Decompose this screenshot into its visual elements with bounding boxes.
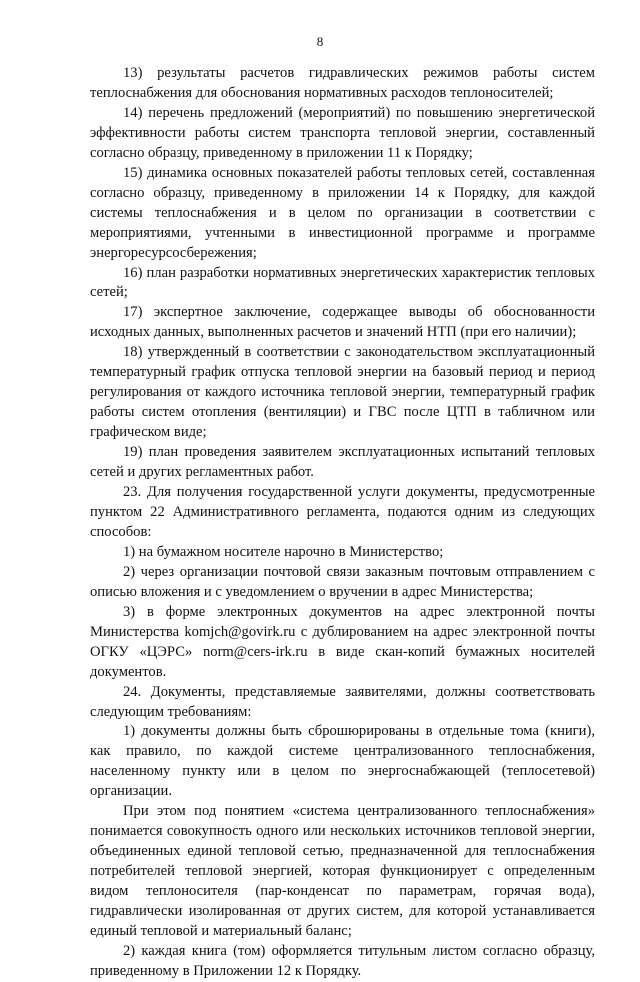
- item-13-hydraulic-calculations: 13) результаты расчетов гидравлических режимов работы систем теплоснабжения для обоснования нормативных расходов теплоносителей;: [90, 65, 595, 101]
- requirement-1-binding: 1) документы должны быть сброшюрированы в отдельные тома (книги), как правило, по каждой системе централизованного теплоснабжения, населенному пункту или в целом по энергоснабжающей (теплосетевой) организации.: [90, 723, 595, 800]
- item-15-network-dynamics: 15) динамика основных показателей работы тепловых сетей, составленная согласно образцу, приведенному в приложении 14 к Порядку, для каждой системы теплоснабжения и в целом по организации в соответствии с мероприятиями, учтенными в инвестиционной программе и программе энергоресурсосбережения;: [90, 164, 595, 261]
- item-16-characteristics-plan: 16) план разработки нормативных энергетических характеристик тепловых сетей;: [90, 264, 595, 301]
- clause-23-submission-methods: 23. Для получения государственной услуги документы, предусмотренные пунктом 22 Административного регламента, подаются одним из следующих способов:: [90, 484, 595, 540]
- document-body: [90, 64, 595, 982]
- method-3-electronic: 3) в форме электронных документов на адрес электронной почты Министерства komjch@govirk.ru с дублированием на адрес электронной почты ОГКУ «ЦЭРС» norm@cers-irk.ru в виде скан-копий бумажных носителей документов.: [90, 603, 595, 680]
- page-number: 8: [316, 34, 324, 49]
- item-17-expert-conclusion: 17) экспертное заключение, содержащее выводы об обоснованности исходных данных, выполненных расчетов и значений НТП (при его наличии);: [90, 304, 595, 341]
- item-14-efficiency-measures: 14) перечень предложений (мероприятий) по повышению энергетической эффективности работы систем транспорта тепловой энергии, составленный согласно образцу, приведенному в приложении 11 к Порядку;: [90, 104, 595, 161]
- definition-central-heating-system: При этом под понятием «система централизованного теплоснабжения» понимается совокупность одного или нескольких источников тепловой энергии, объединенных единой тепловой сетью, предназначенной для теплоснабжения потребителей тепловой энергией, которая функционирует с определенным видом теплоносителя (пар-конденсат по параметрам, горячая вода), гидравлически изолированная от других систем, для которой устанавливается единый тепловой и материальный баланс;: [90, 803, 595, 939]
- clause-24-requirements: 24. Документы, представляемые заявителями, должны соответствовать следующим требованиям:: [90, 683, 595, 720]
- item-18-temperature-schedule: 18) утвержденный в соответствии с законодательством эксплуатационный температурный график отпуска тепловой энергии на базовый период и период регулирования от каждого источника тепловой энергии, температурный график работы систем отопления (вентиляции) и ГВС после ЦТП в табличном или графическом виде;: [90, 344, 595, 441]
- method-2-postal: 2) через организации почтовой связи заказным почтовым отправлением с описью вложения и с уведомлением о вручении в адрес Министерства;: [90, 563, 595, 600]
- method-1-paper: 1) на бумажном носителе нарочно в Министерство;: [123, 543, 444, 560]
- requirement-2-title-page: 2) каждая книга (том) оформляется титульным листом согласно образцу, приведенному в Приложении 12 к Порядку.: [90, 942, 595, 979]
- item-19-testing-plan: 19) план проведения заявителем эксплуатационных испытаний тепловых сетей и других регламентных работ.: [90, 444, 595, 481]
